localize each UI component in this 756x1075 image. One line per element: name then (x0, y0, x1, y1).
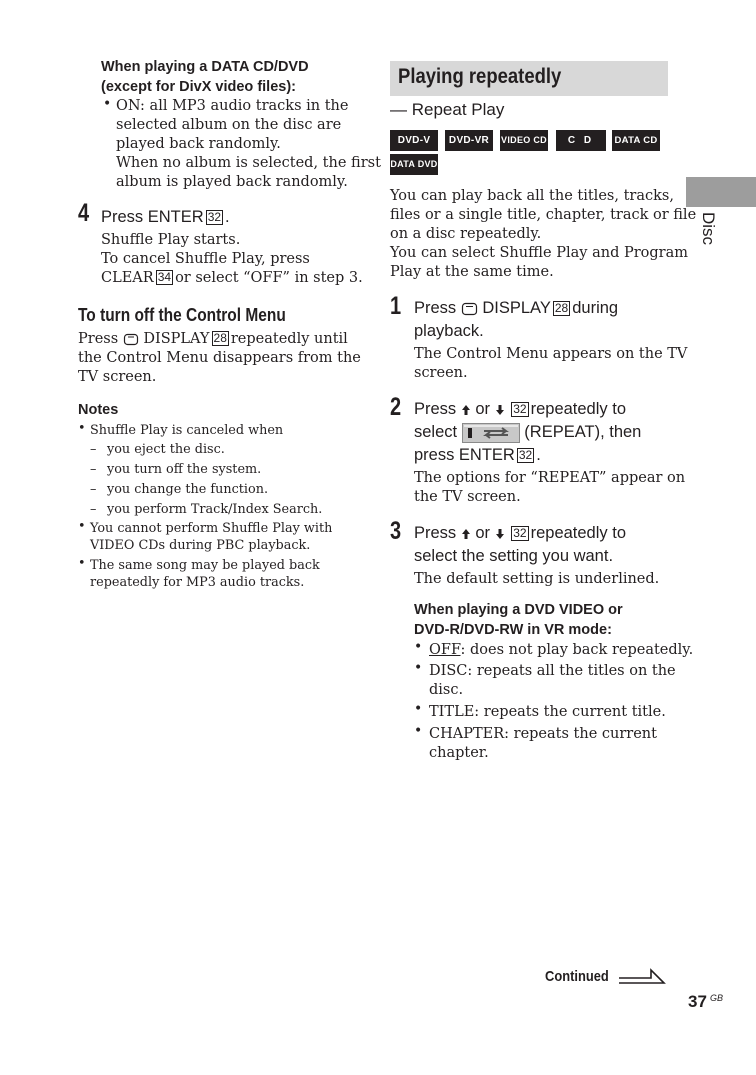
badge-video-cd: VIDEO CD (500, 130, 548, 151)
note-2: You cannot perform Shuffle Play with VIDEO CDs during PBC playback. (90, 521, 333, 553)
step-2-body: The options for “REPEAT” appear on the TV screen. (414, 470, 686, 505)
side-tab-label: Disc (699, 212, 718, 246)
up-arrow-icon (461, 528, 471, 540)
bullet: • (103, 96, 112, 112)
turn-off-heading: To turn off the Control Menu (78, 305, 286, 325)
note-1: Shuffle Play is canceled when (90, 423, 284, 438)
step-3-body: The default setting is underlined. (414, 571, 660, 587)
bullet: • (414, 701, 423, 717)
option-off: OFF: does not play back repeatedly. (429, 642, 694, 658)
bullet: • (78, 421, 86, 436)
bullet: • (414, 723, 423, 739)
bullet: • (78, 556, 86, 571)
repeat-icon (462, 423, 520, 443)
step-4-body: Shuffle Play starts. To cancel Shuffle Play, press CLEAR 34 or select “OFF” in step 3. (101, 232, 363, 286)
side-tab-bar (686, 177, 756, 207)
note-1-sub-list: – you eject the disc. – you turn off the system. – you change the function. – you perform Track/Index Search. (90, 442, 323, 517)
notes-heading: Notes (78, 402, 119, 418)
bullet: • (414, 639, 423, 655)
dvd-mode-heading: When playing a DVD VIDEO or DVD-R/DVD-RW in VR mode: (414, 602, 623, 638)
page-number: 37 (688, 992, 707, 1011)
step-4-number: 4 (78, 199, 90, 227)
up-arrow-icon (461, 404, 471, 416)
step-2-number: 2 (390, 393, 402, 421)
intro-paragraph: You can play back all the titles, tracks, files or a single title, chapter, track or file on a disc repeatedly. You can select Shuffle Play and Program Play at the same time. (390, 188, 697, 280)
badge-data-cd: DATA CD (612, 130, 660, 151)
ref-number: 32 (518, 448, 533, 462)
page-suffix: GB (710, 993, 724, 1003)
display-icon (461, 302, 478, 316)
step-1-body: The Control Menu appears on the TV screen. (414, 346, 688, 381)
option-chapter: CHAPTER: repeats the current chapter. (429, 726, 657, 761)
step-2-title: Press or 32 repeatedly to select (REPEAT), then press ENTER 32 . (414, 400, 642, 464)
step-3-title: Press or 32 repeatedly to select the setting you want. (414, 524, 626, 565)
badge-cd: C D (556, 130, 606, 151)
section-title: Playing repeatedly (398, 65, 562, 88)
bullet: • (414, 660, 423, 676)
ref-number: 32 (513, 402, 527, 416)
step-1-number: 1 (390, 292, 402, 320)
step-3-number: 3 (390, 517, 402, 545)
down-arrow-icon (495, 528, 505, 540)
step-4-title: Press ENTER 32 . (101, 208, 230, 226)
on-description: ON: all MP3 audio tracks in the selected album on the disc are played back randomly. When no album is selected, the first album is played back randomly. (116, 98, 381, 190)
ref-number: 28 (554, 301, 569, 315)
note-3: The same song may be played back repeatedly for MP3 audio tracks. (90, 558, 320, 590)
option-title: TITLE: repeats the current title. (429, 704, 666, 720)
badge-data-dvd: DATA DVD (390, 154, 438, 175)
display-icon (123, 333, 139, 346)
down-arrow-icon (495, 404, 505, 416)
turn-off-body: Press DISPLAY 28 repeatedly until the Control Menu disappears from the TV screen. (78, 331, 361, 385)
badge-dvd-vr: DVD-VR (445, 130, 493, 151)
ref-number: 32 (207, 210, 222, 224)
ref-number: 28 (213, 331, 227, 345)
continued-arrow-icon (618, 966, 666, 986)
badge-dvd-v: DVD-V (390, 130, 438, 151)
bullet: • (78, 519, 86, 534)
continued-label: Continued (545, 968, 609, 985)
option-disc: DISC: repeats all the titles on the disc. (429, 663, 676, 698)
data-cd-heading: When playing a DATA CD/DVD (except for DivX video files): (101, 59, 309, 95)
section-subtitle: — Repeat Play (390, 100, 505, 119)
step-1-title: Press DISPLAY 28 during playback. (414, 299, 619, 340)
ref-number: 32 (513, 526, 527, 540)
ref-number: 34 (157, 270, 172, 284)
